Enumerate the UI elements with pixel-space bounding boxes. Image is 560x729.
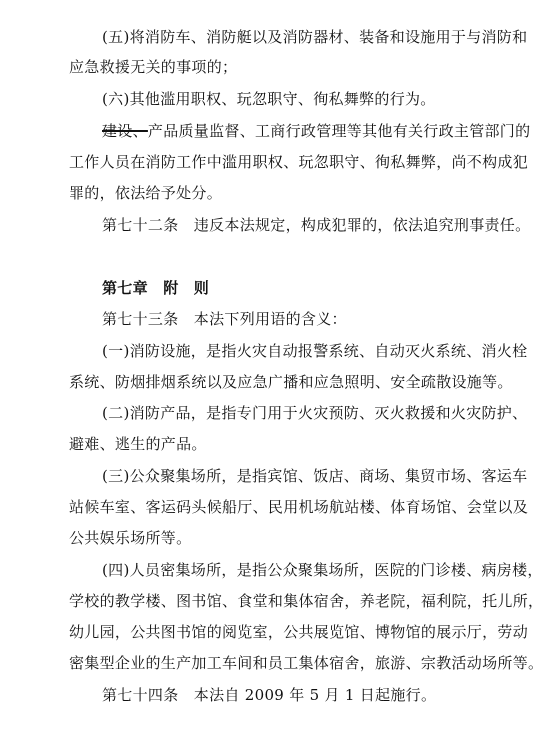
article-71-paragraph-line-2: 工作人员在消防工作中滥用职权、玩忽职守、徇私舞弊，尚不构成犯 bbox=[69, 153, 529, 171]
definition-4-line-3: 幼儿园，公共图书馆的阅览室，公共展览馆、博物馆的展示厅，劳动 bbox=[69, 623, 529, 641]
definition-2-line-1: (二)消防产品，是指专门用于火灾预防、灭火救援和火灾防护、 bbox=[102, 404, 528, 422]
article-71-paragraph-line-1 bbox=[102, 121, 530, 141]
definition-4-line-2: 学校的教学楼、图书馆、食堂和集体宿舍，养老院，福利院，托儿所， bbox=[69, 592, 544, 610]
definition-4-line-1: (四)人员密集场所，是指公众聚集场所，医院的门诊楼、病房楼， bbox=[102, 561, 543, 579]
definition-1-line-2: 系统、防烟排烟系统以及应急广播和应急照明、安全疏散设施等。 bbox=[69, 373, 513, 391]
chapter-7-heading: 第七章 附 则 bbox=[102, 279, 210, 297]
article-74: 第七十四条 本法自 2009 年 5 月 1 日起施行。 bbox=[102, 686, 437, 704]
clause-6: (六)其他滥用职权、玩忽职守、徇私舞弊的行为。 bbox=[102, 90, 436, 108]
clause-5-line-1: (五)将消防车、消防艇以及消防器材、装备和设施用于与消防和 bbox=[102, 28, 528, 46]
struck-text: 建设、 bbox=[102, 122, 148, 140]
definition-3-line-3: 公共娱乐场所等。 bbox=[69, 529, 192, 547]
definition-3-line-2: 站候车室、客运码头候船厅、民用机场航站楼、体育场馆、会堂以及 bbox=[69, 498, 529, 516]
clause-5-line-2: 应急救援无关的事项的； bbox=[69, 58, 238, 76]
article-72: 第七十二条 违反本法规定，构成犯罪的，依法追究刑事责任。 bbox=[102, 216, 531, 234]
article-71-line-1-text: 产品质量监督、工商行政管理等其他有关行政主管部门的 bbox=[147, 122, 531, 140]
article-73: 第七十三条 本法下列用语的含义： bbox=[102, 310, 347, 328]
definition-4-line-4: 密集型企业的生产加工车间和员工集体宿舍，旅游、宗教活动场所等。 bbox=[69, 654, 544, 672]
definition-2-line-2: 避难、逃生的产品。 bbox=[69, 435, 207, 453]
article-71-paragraph-line-3: 罪的，依法给予处分。 bbox=[69, 184, 223, 202]
definition-3-line-1: (三)公众聚集场所，是指宾馆、饭店、商场、集贸市场、客运车 bbox=[102, 467, 528, 485]
definition-1-line-1: (一)消防设施，是指火灾自动报警系统、自动灭火系统、消火栓 bbox=[102, 342, 528, 360]
